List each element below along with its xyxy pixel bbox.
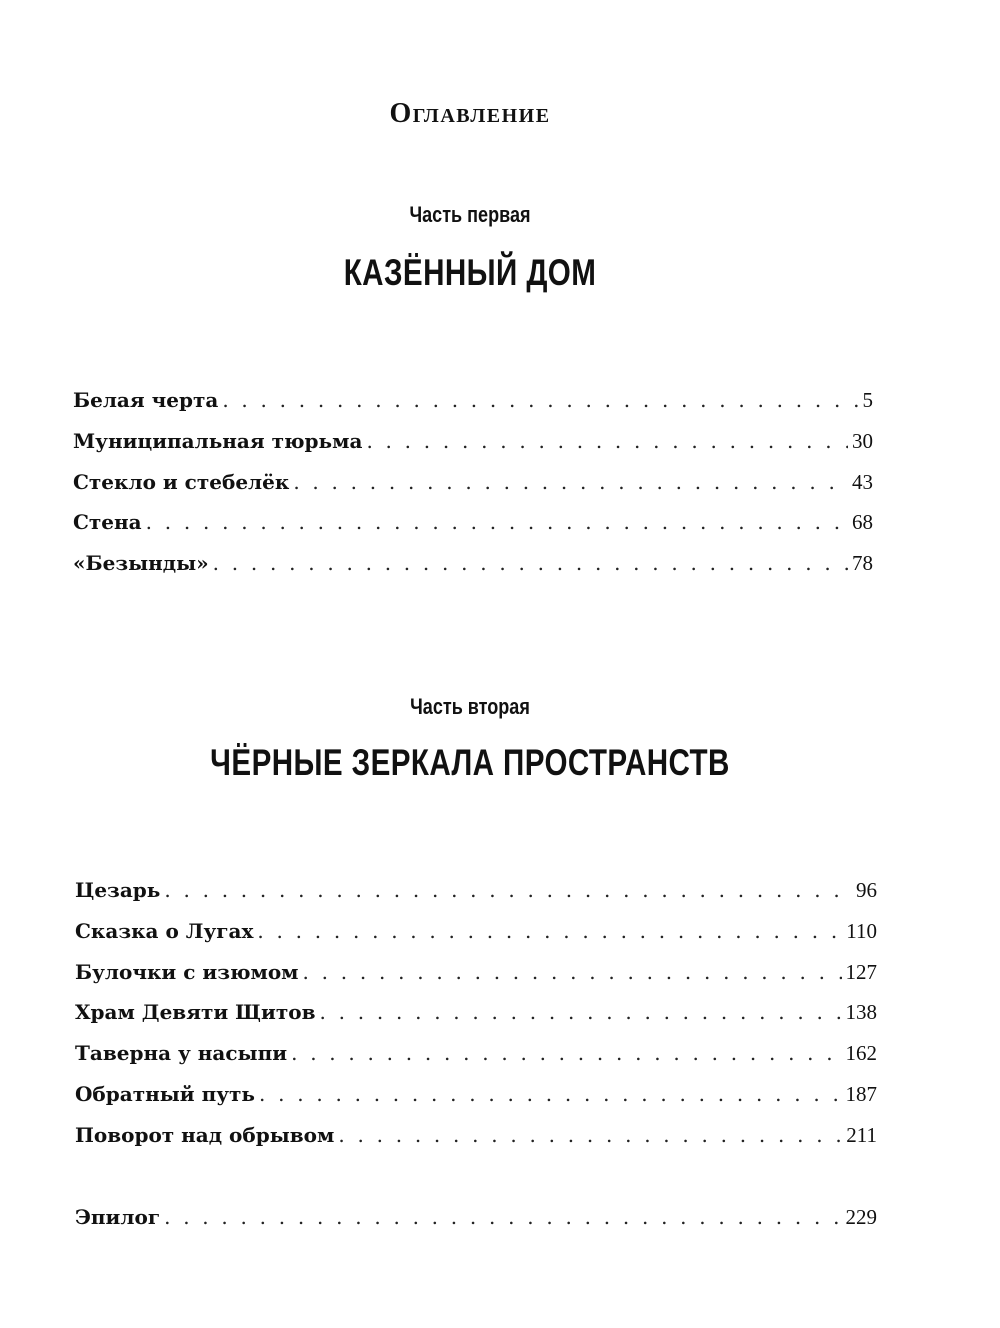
entry-title: Булочки с изюмом (75, 959, 299, 984)
part2-label: Часть вторая (410, 694, 530, 719)
entry-title: Эпилог (75, 1205, 161, 1229)
entry-page-number: 127 (845, 959, 877, 984)
toc-entry[interactable] (73, 388, 873, 429)
entry-page-number: 138 (845, 1000, 877, 1025)
entry-page-number: 229 (845, 1205, 877, 1229)
dot-leader (164, 878, 852, 902)
entry-page-number: 68 (852, 510, 873, 535)
toc-entry[interactable] (73, 551, 873, 592)
entry-page-number: 162 (845, 1041, 877, 1066)
toc-title: Оглавление (389, 98, 551, 129)
entry-title: Храм Девяти Щитов (75, 1000, 316, 1025)
dot-leader (259, 1082, 842, 1106)
entry-page-number: 110 (846, 918, 877, 943)
part1-label: Часть первая (409, 202, 531, 227)
entry-page-number: 96 (856, 878, 877, 902)
entry-title: Обратный путь (75, 1081, 255, 1106)
entry-title: Цезарь (75, 878, 161, 902)
toc-entry[interactable] (73, 429, 873, 470)
entry-page-number: 187 (845, 1081, 877, 1106)
entry-page-number: 5 (862, 388, 873, 412)
entry-page-number: 30 (852, 428, 873, 453)
entry-title: Сказка о Лугах (75, 918, 254, 943)
entry-title: «Безынды» (73, 551, 209, 576)
dot-leader (222, 388, 858, 412)
toc-entry[interactable] (75, 1123, 877, 1164)
entry-title: Стекло и стебелёк (73, 469, 290, 494)
dot-leader (303, 960, 842, 984)
toc-entry[interactable] (75, 960, 877, 1001)
toc-entry[interactable] (73, 470, 873, 511)
dot-leader (257, 919, 842, 943)
toc-entry-epilogue[interactable] (75, 1205, 877, 1246)
entry-title: Муниципальная тюрьма (73, 428, 363, 453)
dot-leader (366, 429, 848, 453)
entry-title: Таверна у насыпи (75, 1041, 288, 1066)
dot-leader (213, 551, 848, 575)
dot-leader (338, 1123, 842, 1147)
entry-title: Поворот над обрывом (75, 1122, 335, 1147)
toc-entry[interactable] (75, 878, 877, 919)
dot-leader (164, 1205, 841, 1229)
part2-title: ЧЁРНЫЕ ЗЕРКАЛА ПРОСТРАНСТВ (210, 742, 730, 783)
toc-entry[interactable] (75, 919, 877, 960)
dot-leader (320, 1000, 842, 1024)
toc-entry[interactable] (75, 1082, 877, 1123)
entry-page-number: 211 (846, 1122, 877, 1147)
dot-leader (291, 1041, 841, 1065)
entry-title: Белая черта (73, 388, 219, 412)
entry-page-number: 43 (852, 469, 873, 494)
part1-entries (73, 388, 873, 592)
dot-leader (293, 470, 848, 494)
toc-entry[interactable] (73, 510, 873, 551)
part1-title: КАЗЁННЫЙ ДОМ (343, 252, 597, 293)
epilogue-entries (75, 1205, 877, 1246)
entry-title: Стена (73, 510, 142, 535)
toc-entry[interactable] (75, 1041, 877, 1082)
entry-page-number: 78 (852, 551, 873, 576)
dot-leader (146, 510, 848, 534)
part2-entries (75, 878, 877, 1164)
toc-entry[interactable] (75, 1000, 877, 1041)
